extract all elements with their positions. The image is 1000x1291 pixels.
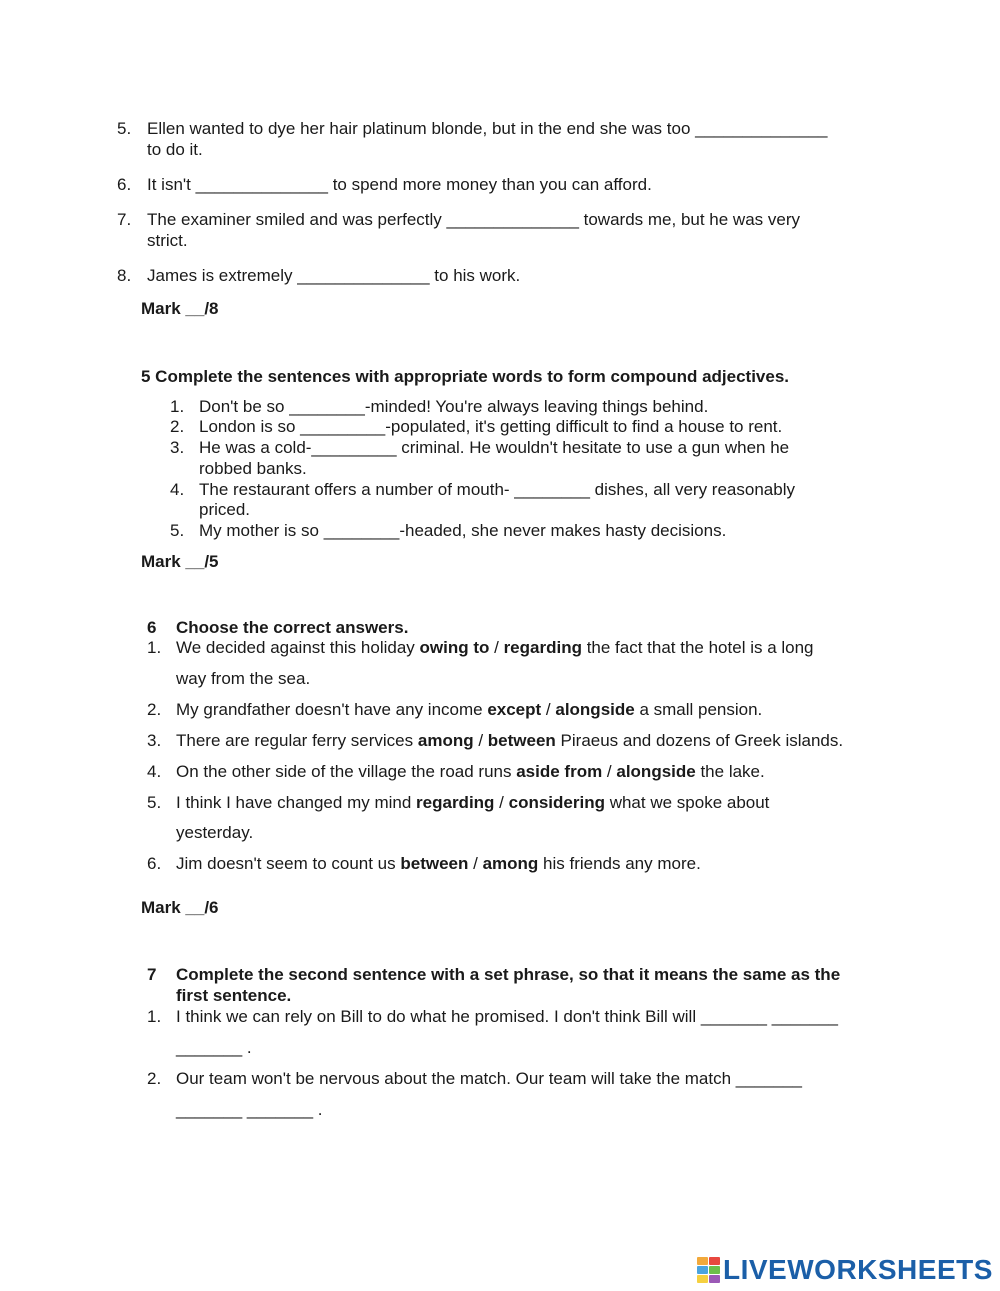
- choice-item-1: We decided against this holiday owing to / regarding the fact that the hotel is a long: [176, 638, 814, 657]
- sentence-5: Ellen wanted to dye her hair platinum blonde, but in the end she was too ______________: [147, 119, 828, 138]
- item-number: 3.: [170, 438, 185, 457]
- option-a[interactable]: between: [400, 854, 469, 873]
- sentence-8: James is extremely ______________ to his work.: [147, 266, 521, 285]
- sentence-6: It isn't ______________ to spend more money than you can afford.: [147, 175, 652, 194]
- answer-blank[interactable]: ______________: [297, 266, 430, 285]
- phrase-item-2[interactable]: Our team won't be nervous about the match. Our team will take the match _______: [176, 1069, 802, 1088]
- logo-block: [697, 1266, 708, 1274]
- choice-item-3: There are regular ferry services among / between Piraeus and dozens of Greek islands.: [176, 731, 844, 750]
- compound-item-3[interactable]: He was a cold-_________ criminal. He wouldn't hesitate to use a gun when he: [199, 438, 790, 457]
- logo-blocks-icon: [697, 1257, 720, 1283]
- item-number: 3.: [147, 731, 162, 750]
- compound-item-2[interactable]: London is so _________-populated, it's getting difficult to find a house to rent.: [199, 417, 783, 436]
- section-7-number: 7: [147, 965, 157, 984]
- phrase-item-1[interactable]: I think we can rely on Bill to do what he promised. I don't think Bill will _______ _______: [176, 1007, 838, 1026]
- section-7-heading-line2: first sentence.: [176, 986, 292, 1005]
- item-number: 4.: [170, 480, 185, 499]
- compound-item-4-line2: priced.: [199, 500, 251, 519]
- item-number: 5.: [170, 521, 185, 540]
- section-5-heading: 5 Complete the sentences with appropriate words to form compound adjectives.: [141, 367, 790, 386]
- item-number: 2.: [147, 700, 162, 719]
- logo-text: LIVEWORKSHEETS: [723, 1254, 993, 1285]
- compound-item-3-line2: robbed banks.: [199, 459, 307, 478]
- item-number: 6.: [147, 854, 162, 873]
- choice-item-5: I think I have changed my mind regarding / considering what we spoke about: [176, 793, 770, 812]
- item-number: 5.: [117, 119, 132, 138]
- item-number: 1.: [147, 1007, 162, 1026]
- mark-label: Mark __/8: [141, 299, 219, 318]
- option-b[interactable]: between: [487, 731, 556, 750]
- item-number: 1.: [170, 397, 185, 416]
- option-b[interactable]: alongside: [555, 700, 635, 719]
- item-number: 5.: [147, 793, 162, 812]
- option-a[interactable]: regarding: [416, 793, 495, 812]
- mark-label: Mark __/5: [141, 552, 219, 571]
- option-a[interactable]: except: [487, 700, 542, 719]
- logo-block: [709, 1275, 720, 1283]
- sentence-7: The examiner smiled and was perfectly ______________ towards me, but he was very: [147, 210, 800, 229]
- option-a[interactable]: among: [417, 731, 474, 750]
- item-number: 6.: [117, 175, 132, 194]
- item-number: 2.: [147, 1069, 162, 1088]
- phrase-item-1-line2[interactable]: _______ .: [176, 1038, 252, 1057]
- logo-block: [697, 1275, 708, 1283]
- option-a[interactable]: owing to: [419, 638, 490, 657]
- choice-item-4: On the other side of the village the road runs aside from / alongside the lake.: [176, 762, 765, 781]
- section-7-heading: Complete the second sentence with a set phrase, so that it means the same as the: [176, 965, 841, 984]
- section-6-heading: Choose the correct answers.: [176, 618, 409, 637]
- answer-blank[interactable]: ______________: [695, 119, 828, 138]
- answer-blank[interactable]: ______________: [446, 210, 579, 229]
- liveworksheets-logo: [697, 1254, 993, 1286]
- mark-label: Mark __/6: [141, 898, 219, 917]
- item-number: 7.: [117, 210, 132, 229]
- sentence-7-line2: strict.: [147, 231, 188, 250]
- section-6-number: 6: [147, 618, 157, 637]
- choice-item-5-line2: yesterday.: [176, 823, 254, 842]
- sentence-5-line2: to do it.: [147, 140, 203, 159]
- item-number: 1.: [147, 638, 162, 657]
- logo-block: [697, 1257, 708, 1265]
- compound-item-1[interactable]: Don't be so ________-minded! You're always leaving things behind.: [199, 397, 709, 416]
- logo-block: [709, 1257, 720, 1265]
- option-b[interactable]: regarding: [503, 638, 582, 657]
- option-a[interactable]: aside from: [516, 762, 603, 781]
- item-number: 4.: [147, 762, 162, 781]
- compound-item-4[interactable]: The restaurant offers a number of mouth- ________ dishes, all very reasonably: [199, 480, 795, 499]
- option-b[interactable]: among: [482, 854, 539, 873]
- choice-item-6: Jim doesn't seem to count us between / among his friends any more.: [176, 854, 701, 873]
- option-b[interactable]: considering: [508, 793, 605, 812]
- compound-item-5[interactable]: My mother is so ________-headed, she never makes hasty decisions.: [199, 521, 727, 540]
- logo-block: [709, 1266, 720, 1274]
- choice-item-1-line2: way from the sea.: [176, 669, 311, 688]
- phrase-item-2-line2[interactable]: _______ _______ .: [176, 1100, 323, 1119]
- option-b[interactable]: alongside: [616, 762, 696, 781]
- item-number: 2.: [170, 417, 185, 436]
- choice-item-2: My grandfather doesn't have any income except / alongside a small pension.: [176, 700, 763, 719]
- item-number: 8.: [117, 266, 132, 285]
- answer-blank[interactable]: ______________: [195, 175, 328, 194]
